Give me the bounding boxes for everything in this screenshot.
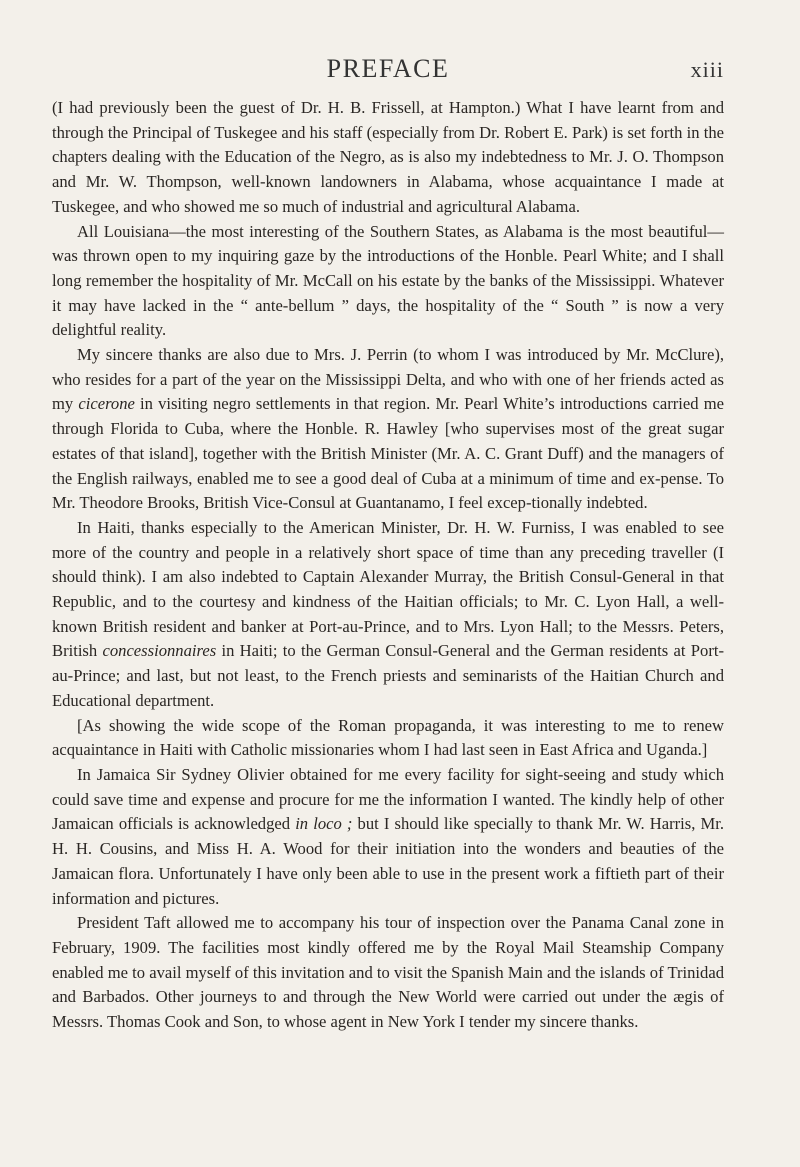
paragraph-1: (I had previously been the guest of Dr. H. B. Frissell, at Hampton.) What I have learnt from and through the Principal of Tuskegee and his staff (especially from Dr. Robert E. Park) is set forth in the chapters dealing with the Education of the Negro, as is also my indebtedness to Mr. J. O. Thompson and Mr. W. Thompson, well-known landowners in Alabama, whose acquaintance I made at Tuskegee, and who showed me so much of industrial and agricultural Alabama. bbox=[52, 98, 724, 216]
page-title: PREFACE bbox=[326, 54, 450, 83]
paragraph-6-italic: in loco ; bbox=[295, 814, 353, 834]
running-head bbox=[52, 54, 724, 96]
paragraph-6-text-b: but I should like specially to thank Mr. W. Harris, Mr. H. H. Cousins, and Miss H. A. Wood for their initiation into the wonders and beauties of the Jamaican flora. Unfortunately I have only been able to use in the present work a fiftieth part of their information and pictures. bbox=[52, 814, 724, 908]
paragraph-4-text-a: In Haiti, thanks especially to the American Minister, Dr. H. W. Furniss, I was enabled to see more of the country and people in a relatively short space of time than any preceding traveller (I should think). I am also indebted to Captain Alexander Murray, the British Consul-General in that Republic, and to the courtesy and kindness of the Haitian officials; to Mr. C. Lyon Hall, a well-known British resident and banker at Port-au-Prince, and to Mrs. Lyon Hall; to the Messrs. Peters, British bbox=[52, 517, 724, 661]
paragraph-3 bbox=[52, 343, 724, 516]
paragraph-3-text-b: in visiting negro settlements in that region. Mr. Pearl White’s introductions carried me through Florida to Cuba, where the Honble. R. Hawley [who supervises most of the great sugar estates of that island], together with the British Minister (Mr. A. C. Grant Duff) and the managers of the English railways, enabled me to see a good deal of Cuba at a minimum of time and ex-pense. To Mr. Theodore Brooks, British Vice-Consul at Guantanamo, I feel excep-tionally indebted. bbox=[52, 394, 724, 513]
paragraph-2: All Louisiana—the most interesting of the Southern States, as Alabama is the most beautiful—was thrown open to my inquiring gaze by the introductions of the Honble. Pearl White; and I shall long remember the hospitality of Mr. McCall on his estate by the banks of the Mississippi. Whatever it may have lacked in the “ ante-bellum ” days, the hospitality of the “ South ” is now a very delightful reality. bbox=[52, 221, 724, 340]
paragraph-4-italic: concessionnaires bbox=[102, 641, 217, 661]
paragraph-4-text-b: in Haiti; to the German Consul-General and the German residents at Port-au-Prince; and last, but not least, to the French priests and seminarists of the Haitian Church and Educational department. bbox=[52, 641, 724, 710]
paragraph-7: President Taft allowed me to accompany his tour of inspection over the Panama Canal zone in February, 1909. The facilities most kindly offered me by the Royal Mail Steamship Company enabled me to avail myself of this invitation and to visit the Spanish Main and the islands of Trinidad and Barbados. Other journeys to and through the New World were carried out under the ægis of Messrs. Thomas Cook and Son, to whose agent in New York I tender my sincere thanks. bbox=[52, 913, 724, 1032]
body-text bbox=[52, 96, 724, 1035]
paragraph-3-italic: cicerone bbox=[78, 394, 135, 414]
paragraph-5: [As showing the wide scope of the Roman propaganda, it was interesting to me to renew acquaintance in Haiti with Catholic missionaries whom I had last seen in East Africa and Uganda.] bbox=[52, 715, 724, 760]
paragraph-6 bbox=[52, 763, 724, 911]
paragraph-6-text-a: In Jamaica Sir Sydney Olivier obtained for me every facility for sight-seeing and study which could save time and expense and procure for me the information I wanted. The kindly help of other Jamaican officials is acknowledged bbox=[52, 764, 724, 834]
paragraph-3-text-a: My sincere thanks are also due to Mrs. J. Perrin (to whom I was introduced by Mr. McClure), who resides for a part of the year on the Mississippi Delta, and who with one of her friends acted as my bbox=[52, 345, 724, 414]
page-number: xiii bbox=[690, 57, 724, 82]
paragraph-4 bbox=[52, 516, 724, 714]
